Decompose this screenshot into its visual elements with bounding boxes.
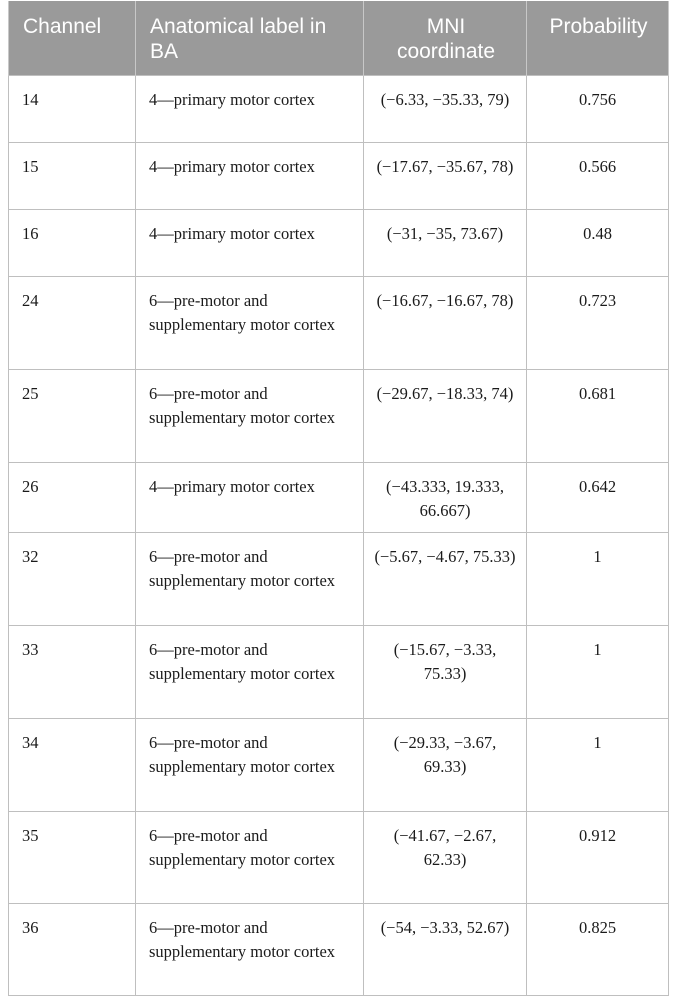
cell-mni: (−29.33, −3.67, 69.33) — [364, 718, 527, 811]
cell-channel: 35 — [9, 811, 136, 903]
cell-probability: 1 — [527, 532, 669, 625]
cell-label: 6—pre-motor and supplementary motor cortex — [136, 369, 364, 462]
table-row — [9, 532, 669, 625]
cell-label: 6—pre-motor and supplementary motor cortex — [136, 276, 364, 369]
cell-channel: 24 — [9, 276, 136, 369]
cell-label: 6—pre-motor and supplementary motor cortex — [136, 811, 364, 903]
cell-mni: (−15.67, −3.33, 75.33) — [364, 625, 527, 718]
cell-channel: 16 — [9, 209, 136, 276]
cell-channel: 32 — [9, 532, 136, 625]
table-row — [9, 209, 669, 276]
table-row — [9, 718, 669, 811]
cell-label: 4—primary motor cortex — [136, 462, 364, 532]
table-row — [9, 462, 669, 532]
table-row — [9, 903, 669, 995]
cell-label: 6—pre-motor and supplementary motor cortex — [136, 903, 364, 995]
cell-probability: 1 — [527, 718, 669, 811]
cell-channel: 15 — [9, 142, 136, 209]
cell-probability: 0.681 — [527, 369, 669, 462]
cell-probability: 0.825 — [527, 903, 669, 995]
cell-probability: 0.48 — [527, 209, 669, 276]
table-row — [9, 625, 669, 718]
cell-probability: 0.912 — [527, 811, 669, 903]
header-anatomical-label: Anatomical label in BA — [136, 1, 364, 75]
cell-mni: (−54, −3.33, 52.67) — [364, 903, 527, 995]
table-row — [9, 811, 669, 903]
cell-label: 6—pre-motor and supplementary motor cortex — [136, 718, 364, 811]
cell-channel: 34 — [9, 718, 136, 811]
header-channel: Channel — [9, 1, 136, 75]
cell-channel: 26 — [9, 462, 136, 532]
cell-mni: (−6.33, −35.33, 79) — [364, 75, 527, 142]
table-body — [9, 75, 669, 995]
cell-channel: 14 — [9, 75, 136, 142]
cell-probability: 0.723 — [527, 276, 669, 369]
cell-channel: 25 — [9, 369, 136, 462]
table-row — [9, 142, 669, 209]
cell-probability: 0.566 — [527, 142, 669, 209]
table-row — [9, 369, 669, 462]
header-mni-coordinate: MNI coordinate — [364, 1, 527, 75]
cell-mni: (−43.333, 19.333, 66.667) — [364, 462, 527, 532]
cell-probability: 0.642 — [527, 462, 669, 532]
cell-mni: (−17.67, −35.67, 78) — [364, 142, 527, 209]
cell-label: 6—pre-motor and supplementary motor cortex — [136, 532, 364, 625]
header-probability: Probability — [527, 1, 669, 75]
cell-label: 6—pre-motor and supplementary motor cortex — [136, 625, 364, 718]
cell-label: 4—primary motor cortex — [136, 75, 364, 142]
cell-mni: (−29.67, −18.33, 74) — [364, 369, 527, 462]
table-row — [9, 75, 669, 142]
channel-table — [8, 1, 669, 996]
cell-label: 4—primary motor cortex — [136, 142, 364, 209]
cell-label: 4—primary motor cortex — [136, 209, 364, 276]
table-row — [9, 276, 669, 369]
cell-probability: 1 — [527, 625, 669, 718]
cell-channel: 33 — [9, 625, 136, 718]
cell-mni: (−16.67, −16.67, 78) — [364, 276, 527, 369]
cell-mni: (−5.67, −4.67, 75.33) — [364, 532, 527, 625]
cell-mni: (−31, −35, 73.67) — [364, 209, 527, 276]
table-header — [9, 1, 669, 75]
cell-channel: 36 — [9, 903, 136, 995]
cell-probability: 0.756 — [527, 75, 669, 142]
cell-mni: (−41.67, −2.67, 62.33) — [364, 811, 527, 903]
